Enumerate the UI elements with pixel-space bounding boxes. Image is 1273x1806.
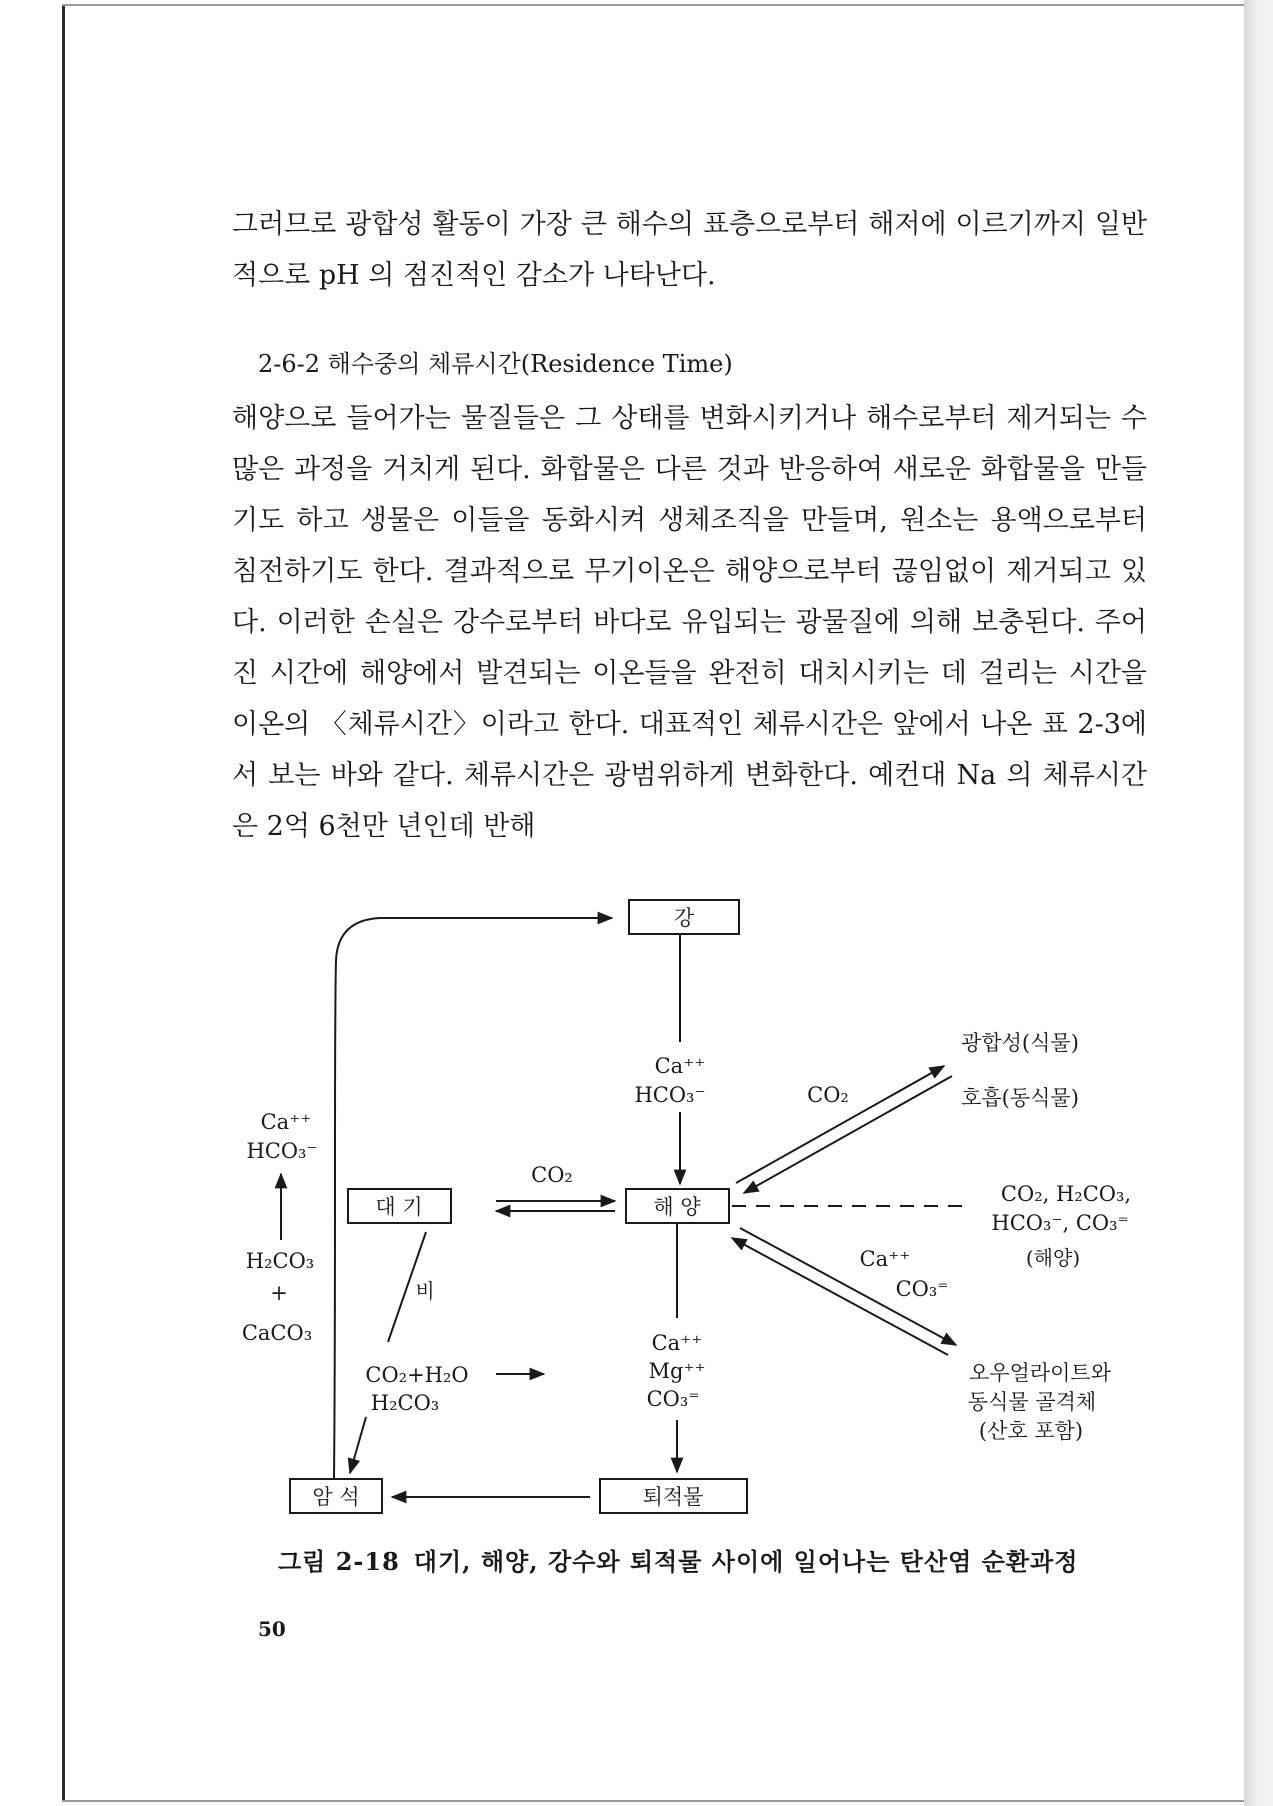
section-heading: 2-6-2 해수중의 체류시간(Residence Time): [258, 350, 733, 378]
box-atmosphere-label: 대 기: [375, 1195, 423, 1219]
left-caco3: CaCO₃: [241, 1321, 313, 1345]
left-plus: +: [270, 1281, 288, 1305]
respiration-label: 호흡(동식물): [961, 1086, 1079, 1110]
box-rock: [290, 1479, 382, 1513]
page-bottom-border: [62, 1800, 1244, 1802]
skeleton-ion-ca: Ca⁺⁺: [859, 1247, 911, 1271]
figure-caption-text: 대기, 해양, 강수와 퇴적물 사이에 일어나는 탄산염 순환과정: [413, 1547, 1079, 1576]
rain-reaction-co2-h2o: CO₂+H₂O: [365, 1363, 469, 1387]
paragraph-residence-time: 해양으로 들어가는 물질들은 그 상태를 변화시키거나 해수로부터 제거되는 수많은 과정을 거치게 된다. 화합물은 다른 것과 반응하여 새로운 화합물을 만들기도 하고 생물은 이들을 동화시켜 생체조직을 만들며, 원소는 용액으로부터 침전하기도 한다. 결과적으로 무기이온은 해양으로부터 끊임없이 제거되고 있다. 이러한 손실은 강수로부터 바다로 유입되는 광물질에 의해 보충된다. 주어진 시간에 해양에서 발견되는 이온들을 완전히 대치시키는 데 걸리는 시간을 이온의 〈체류시간〉이라고 한다. 대표적인 체류시간은 앞에서 나온 표 2-3에서 보는 바와 같다. 체류시간은 광범위하게 변화한다. 예컨대 Na 의 체류시간은 2억 6천만 년인데 반해: [232, 403, 1147, 842]
paragraph-intro: 그러므로 광합성 활동이 가장 큰 해수의 표층으로부터 해저에 이르기까지 일반적으로 pH 의 점진적인 감소가 나타난다.: [232, 209, 1147, 291]
carbonate-cycle-diagram: [0, 880, 1273, 1520]
left-ion-ca: Ca⁺⁺: [260, 1110, 312, 1134]
ocean-photo-co2: CO₂: [807, 1083, 849, 1107]
dissolved-species-line2: HCO₃⁻, CO₃⁼: [991, 1211, 1129, 1235]
box-atmosphere: [348, 1189, 451, 1223]
page-number: 50: [258, 1617, 286, 1641]
atm-ocean-co2: CO₂: [531, 1163, 573, 1187]
arrow-rain-to-rock: [350, 1417, 366, 1473]
box-ocean-label: 해 양: [653, 1195, 701, 1219]
sed-ion-ca: Ca⁺⁺: [651, 1331, 703, 1355]
dissolved-species-note: (해양): [1025, 1246, 1081, 1270]
box-sediment: [600, 1479, 747, 1513]
box-ocean: [626, 1189, 729, 1223]
skeleton-label-line1: 오우얼라이트와: [968, 1361, 1112, 1385]
skeleton-label-line3: (산호 포함): [978, 1419, 1084, 1443]
rain-label: 비: [415, 1279, 435, 1303]
rain-reaction-h2co3: H₂CO₃: [370, 1391, 440, 1415]
box-river-label: 강: [673, 906, 695, 930]
skeleton-label-line2: 동식물 골격체: [967, 1390, 1097, 1414]
sed-ion-co3: CO₃⁼: [646, 1387, 700, 1411]
figure-caption: [278, 1542, 1078, 1577]
dissolved-species-line1: CO₂, H₂CO₃,: [1000, 1182, 1132, 1206]
skeleton-ion-co3: CO₃⁼: [895, 1277, 949, 1301]
river-ocean-ion-hco3: HCO₃⁻: [634, 1083, 706, 1107]
box-sediment-label: 퇴적물: [642, 1485, 704, 1509]
sed-ion-mg: Mg⁺⁺: [648, 1359, 706, 1383]
box-river: [629, 900, 739, 934]
photosynthesis-label: 광합성(식물): [961, 1031, 1079, 1055]
page-top-border: [62, 4, 1244, 6]
figure-caption-label: 그림 2-18: [278, 1547, 400, 1576]
left-ion-hco3: HCO₃⁻: [246, 1139, 318, 1163]
left-h2co3: H₂CO₃: [245, 1249, 315, 1273]
river-ocean-ion-ca: Ca⁺⁺: [654, 1054, 706, 1078]
box-rock-label: 암 석: [312, 1485, 360, 1509]
